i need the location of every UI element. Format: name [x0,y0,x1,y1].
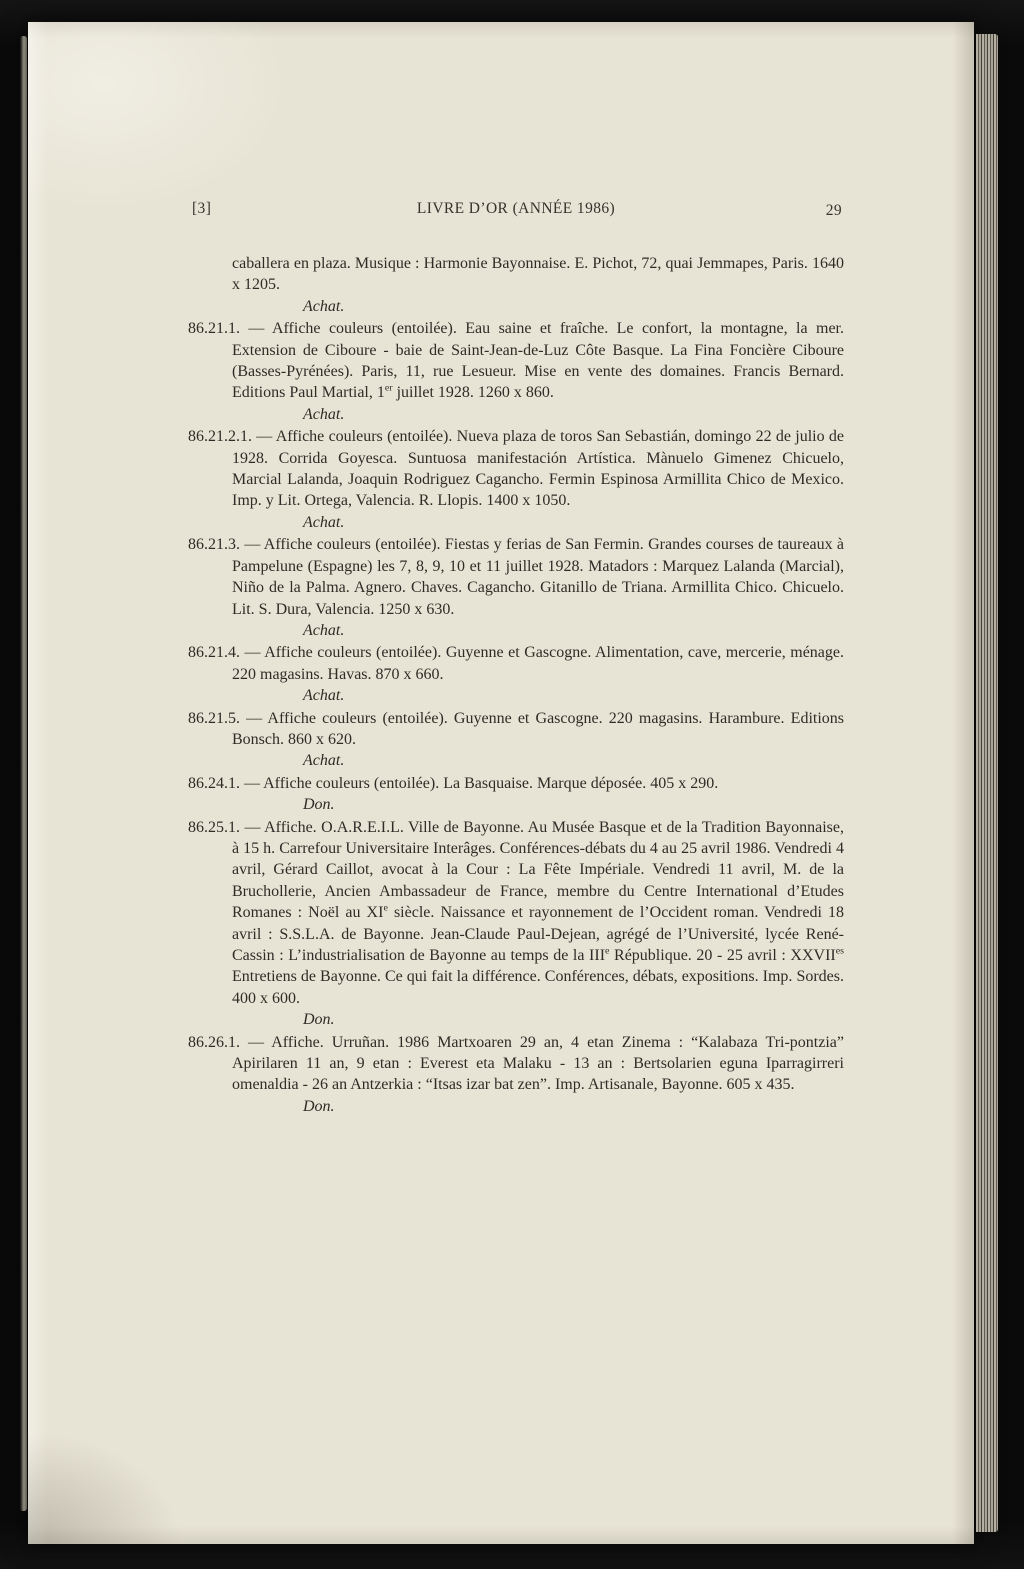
entry-note: Achat. [303,297,345,315]
entry-body: — Affiche couleurs (entoilée). Fiestas y ferias de San Fermin. Grandes courses de taureaux à Pampelune (Espagne) les 7, 8, 9, 10 et 11 juillet 1928. Matadors : Marquez Lalanda (Marcial), Niño de la Palma. Agnero. Chaves. Cagancho. Gitanillo de Triana. Armillita Chico. Chicuelo. Lit. S. Dura, Valencia. 1250 x 630. [232,536,845,618]
header-bracket: [3] [192,200,212,217]
entry-text [188,318,844,404]
catalog-entry [188,318,844,425]
entry-body: — Affiche couleurs (entoilée). La Basquaise. Marque déposée. 405 x 290. [244,774,719,792]
entry-body: — Affiche couleurs (entoilée). Nueva plaza de toros San Sebastián, domingo 22 de julio de 1928. Corrida Goyesca. Suntuosa manifestación Artística. Mànuelo Gimenez Chicuelo, Marcial Lalanda, Joaquin Rodriguez Cagancho. Fermin Espinosa Armillita Chico de Mexico. Imp. y Lit. Ortega, Valencia. R. Llopis. 1400 x 1050. [232,428,844,510]
entry-note: Don. [303,796,335,814]
entry-note: Achat. [303,752,345,770]
entry-number: 86.25.1. [188,818,245,836]
catalog-entry [188,253,844,317]
entry-note: Achat. [303,513,345,531]
catalog-entry [188,773,844,816]
catalog-entry [188,817,844,1031]
entry-number: 86.21.1. [188,320,249,338]
entry-body: — Affiche. O.A.R.E.I.L. Ville de Bayonne. Au Musée Basque et de la Tradition Bayonnaise, à 15 h. Carrefour Universitaire Interâges. Conférences-débats du 4 au 25 avril 1986. Vendredi 4 avril, Gérard Caillot, avocat à la Cour : La Fête Impériale. Vendredi 11 avril, M. de la Bruchollerie, Ancien Ambassadeur de France, membre du Centre International d’Etudes Romanes : Noël au XIe siècle. Naissance et rayonnement de l’Occident roman. Vendredi 18 avril : S.S.L.A. de Bayonne. Jean-Claude Paul-Dejean, agrégé de l’Université, lycée René-Cassin : L’industrialisation de Bayonne au temps de la IIIe République. 20 - 25 avril : $XXVII^{es}$ Entretiens de Bayonne. Ce qui fait la différence. Conférences, débats, expositions. Imp. Sordes. 400 x 600. [232,818,845,1007]
catalog-entry [188,534,844,641]
catalog-entry [188,426,844,533]
entry-body: — Affiche couleurs (entoilée). Eau saine et fraîche. Le confort, la montagne, la mer. Extension de Ciboure - baie de Saint-Jean-de-Luz Côte Basque. La Fina Foncière Ciboure (Basses-Pyrénées). Paris, 11, rue Lesueur. Mise en vente des domaines. Francis Bernard. Editions Paul Martial, 1er juillet 1928. 1260 x 860. [232,320,844,402]
entry-note: Achat. [303,621,345,639]
entry-number: 86.21.2.1. [188,428,257,446]
entry-number: 86.21.4. [188,644,245,662]
entry-text [188,1032,844,1096]
catalog-entry [188,1032,844,1118]
entry-text [188,773,844,794]
entry-text [188,534,844,620]
entry-body: caballera en plaza. Musique : Harmonie Bayonnaise. E. Pichot, 72, quai Jemmapes, Paris. 1640 x 1205. [232,255,844,294]
entry-note: Achat. [303,405,345,423]
entry-note: Achat. [303,687,345,705]
entry-number: 86.26.1. [188,1033,249,1051]
entry-number: 86.21.3. [188,536,245,554]
entry-text [188,253,844,296]
entry-text [188,642,844,685]
page-number: 29 [825,202,842,219]
catalog-entry [188,642,844,706]
entry-note: Don. [303,1011,335,1029]
running-title: LIVRE D’OR (ANNÉE 1986) [416,200,616,217]
entry-body: — Affiche couleurs (entoilée). Guyenne et Gascogne. Alimentation, cave, mercerie, ménage. 220 magasins. Havas. 870 x 660. [232,644,845,683]
entry-body: — Affiche. Urruñan. 1986 Martxoaren 29 an, 4 etan Zinema : “Kalabaza Tri-pontzia” Apirilaren 11 an, 9 etan : Everest eta Malaku - 13 an : Bertsolarien eguna Iparragirreri omenaldia - 26 an Antzerkia : “Itsas izar bat zen”. Imp. Artisanale, Bayonne. 605 x 435. [232,1033,845,1094]
page-edge-stack [976,34,998,1532]
entry-note: Don. [303,1097,335,1115]
entry-text [188,817,844,1010]
entry-number: 86.24.1. [188,774,244,792]
entry-text [188,426,844,512]
book-page [28,22,974,1544]
page-header [188,200,844,222]
entry-number: 86.21.5. [188,709,247,727]
entry-text [188,708,844,751]
page-edge-left-sliver [20,36,27,1511]
entry-body: — Affiche couleurs (entoilée). Guyenne et Gascogne. 220 magasins. Harambure. Editions Bonsch. 860 x 620. [232,709,845,748]
catalog-entries-list [188,253,844,1118]
catalog-entry [188,708,844,772]
